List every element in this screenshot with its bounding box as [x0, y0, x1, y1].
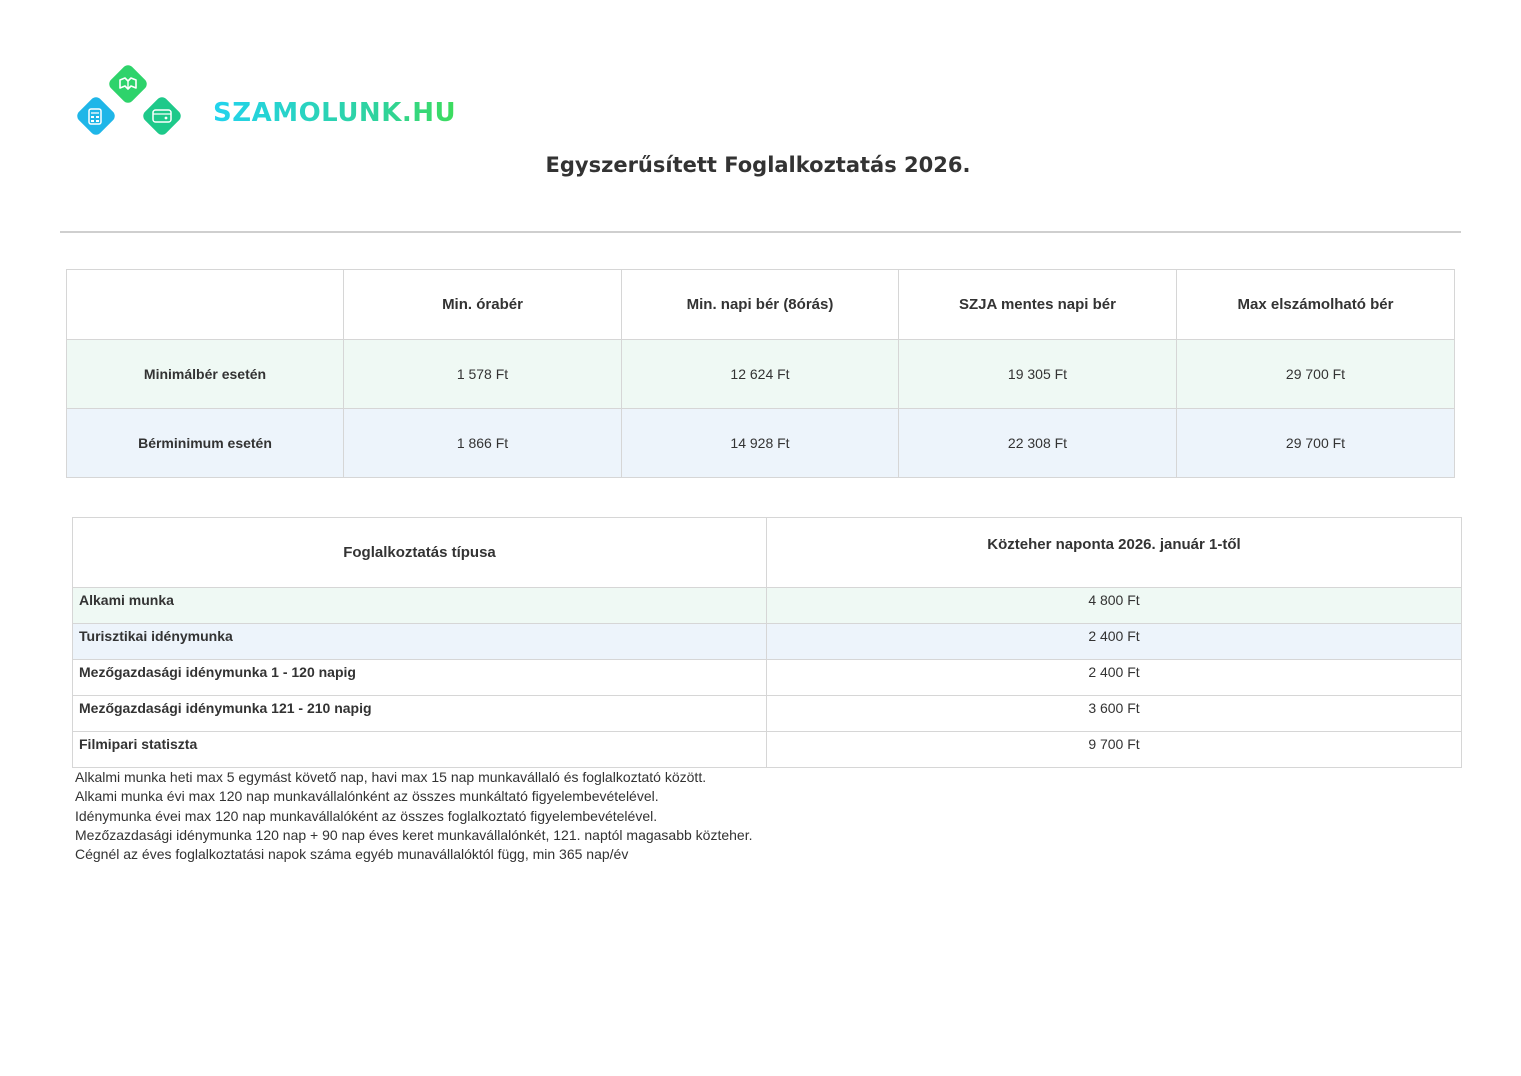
table-row	[73, 660, 1462, 696]
wage-table	[66, 269, 1455, 478]
table-cell: 19 305 Ft	[899, 340, 1177, 409]
note-line: Cégnél az éves foglalkoztatási napok száma egyéb munavállalóktól függ, min 365 nap/év	[75, 846, 629, 863]
employment-type: Mezőgazdasági idénymunka 121 - 210 napig	[73, 696, 767, 732]
column-header: SZJA mentes napi bér	[899, 270, 1177, 340]
employment-type: Turisztikai idénymunka	[73, 624, 767, 660]
daily-tax-value: 3 600 Ft	[767, 696, 1462, 732]
notes	[75, 768, 753, 864]
wallet-icon	[141, 95, 183, 137]
table-row	[73, 624, 1462, 660]
row-label: Bérminimum esetén	[67, 409, 344, 478]
daily-tax-value: 9 700 Ft	[767, 732, 1462, 768]
table-row	[73, 696, 1462, 732]
column-header: Min. napi bér (8órás)	[622, 270, 899, 340]
daily-tax-value: 4 800 Ft	[767, 588, 1462, 624]
table-row	[73, 588, 1462, 624]
note-line: Alkalmi munka heti max 5 egymást követő nap, havi max 15 nap munkavállaló és foglalkoztató között.	[75, 769, 707, 785]
calculator-icon	[75, 95, 117, 137]
column-header: Max elszámolható bér	[1177, 270, 1455, 340]
table-header-row	[73, 518, 1462, 588]
column-header	[67, 270, 344, 340]
note-line: Idénymunka évei max 120 nap munkavállalóként az összes foglalkoztató figyelembevételével.	[75, 807, 658, 824]
brand-logo	[74, 64, 186, 152]
row-label: Minimálbér esetén	[67, 340, 344, 409]
tax-table	[72, 517, 1462, 768]
note-line: Mezőzazdasági idénymunka 120 nap + 90 nap éves keret munkavállalónkét, 121. naptól magasabb közteher.	[75, 826, 753, 843]
table-row	[67, 340, 1455, 409]
table-cell: 29 700 Ft	[1177, 409, 1455, 478]
employment-type: Alkami munka	[73, 588, 767, 624]
column-header: Foglalkoztatás típusa	[73, 518, 767, 588]
table-cell: 1 866 Ft	[344, 409, 622, 478]
column-header: Min. órabér	[344, 270, 622, 340]
employment-type: Mezőgazdasági idénymunka 1 - 120 napig	[73, 660, 767, 696]
table-cell: 1 578 Ft	[344, 340, 622, 409]
note-line: Alkami munka évi max 120 nap munkavállalónként az összes munkáltató figyelembevételével.	[75, 788, 659, 805]
employment-type: Filmipari statiszta	[73, 732, 767, 768]
table-row	[67, 409, 1455, 478]
book-icon	[107, 64, 149, 105]
table-header-row	[67, 270, 1455, 340]
table-cell: 14 928 Ft	[622, 409, 899, 478]
table-row	[73, 732, 1462, 768]
page-title: Egyszerűsített Foglalkoztatás 2026.	[545, 153, 971, 177]
table-cell: 12 624 Ft	[622, 340, 899, 409]
daily-tax-value: 2 400 Ft	[767, 624, 1462, 660]
divider	[60, 231, 1461, 233]
table-cell: 22 308 Ft	[899, 409, 1177, 478]
table-cell: 29 700 Ft	[1177, 340, 1455, 409]
daily-tax-value: 2 400 Ft	[767, 660, 1462, 696]
column-header: Közteher naponta 2026. január 1-től	[767, 518, 1462, 588]
brand-name[interactable]: SZAMOLUNK.HU	[213, 98, 457, 128]
